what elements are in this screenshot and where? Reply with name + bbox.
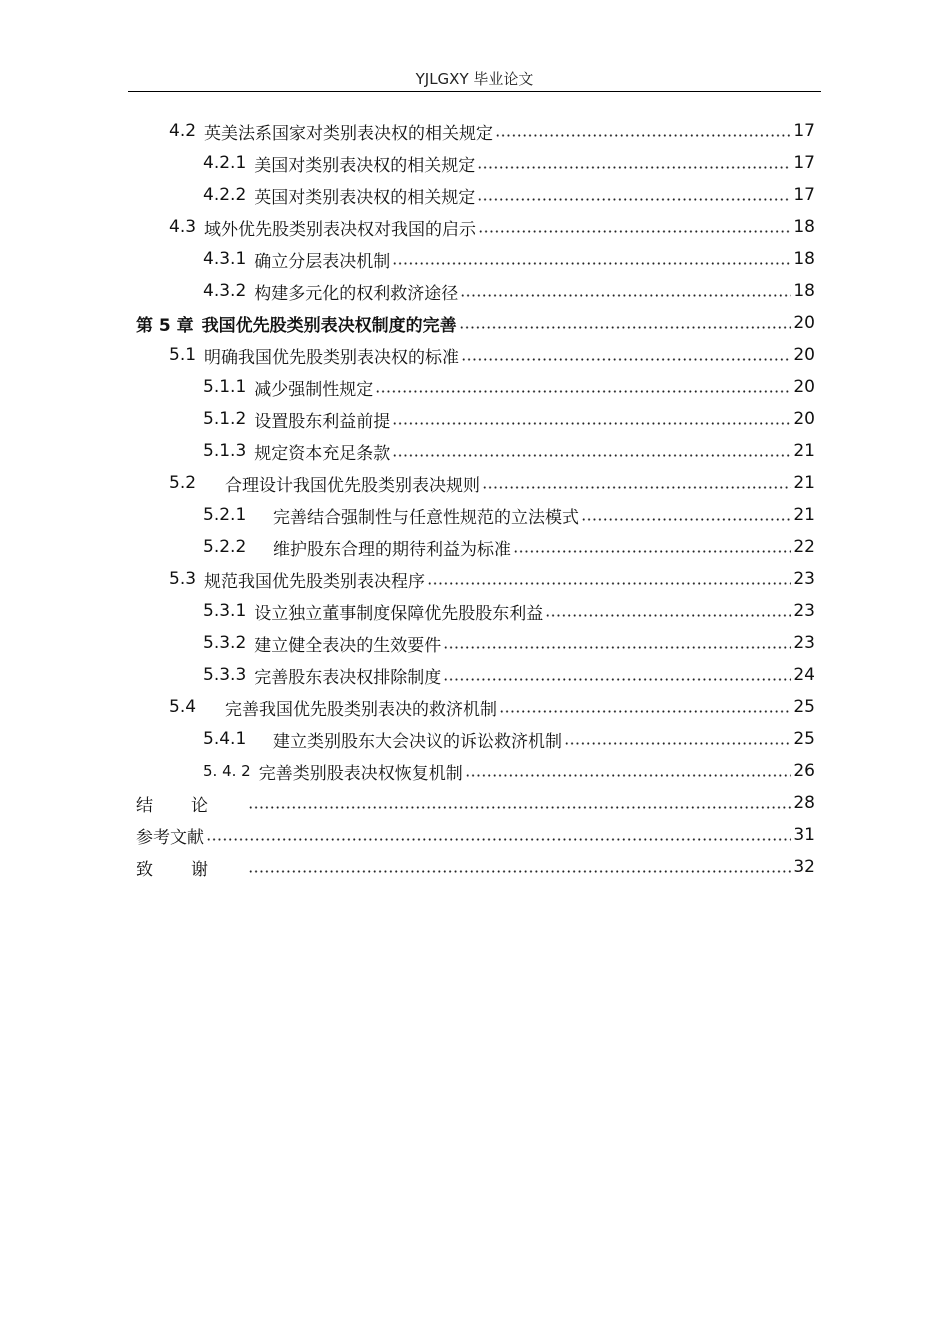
toc-entry-number: 5.1.2 [203, 409, 247, 429]
toc-entry-5-4-1[interactable] [0, 723, 950, 755]
toc-entry-title: 美国对类别表决权的相关规定 [254, 155, 476, 176]
toc-entry-5-1-1[interactable] [0, 371, 950, 403]
toc-entry-page: 20 [793, 377, 815, 397]
dot-leader [581, 518, 791, 521]
toc-entry-title: 完善我国优先股类别表决的救济机制 [225, 699, 497, 720]
dot-leader [206, 838, 791, 841]
toc-entry-title: 英美法系国家对类别表决权的相关规定 [204, 123, 494, 144]
toc-entry-number: 5.1.3 [203, 441, 247, 461]
toc-entry-number: 4.3.1 [203, 249, 247, 269]
toc-entry-5-2-2[interactable] [0, 531, 950, 563]
toc-entry-5-3[interactable] [0, 563, 950, 595]
toc-entry-page: 23 [793, 633, 815, 653]
toc-entry-references[interactable] [0, 819, 950, 851]
dot-leader [513, 550, 791, 553]
toc-entry-5-1-3[interactable] [0, 435, 950, 467]
dot-leader [482, 486, 791, 489]
toc-entry-5-1[interactable] [0, 339, 950, 371]
dot-leader [499, 710, 791, 713]
toc-entry-number: 5.2.2 [203, 537, 247, 557]
toc-entry-conclusion[interactable] [0, 787, 950, 819]
toc-entry-page: 20 [793, 313, 815, 333]
toc-entry-page: 32 [793, 857, 815, 877]
toc-entry-title: 维护股东合理的期待利益为标准 [273, 539, 511, 560]
dot-leader [477, 198, 791, 201]
toc-entry-chapter-5[interactable] [0, 307, 950, 339]
toc-entry-title: 建立类别股东大会决议的诉讼救济机制 [273, 731, 562, 752]
toc-entry-page: 20 [793, 409, 815, 429]
dot-leader [564, 742, 791, 745]
toc-entry-number: 4.3.2 [203, 281, 247, 301]
toc-entry-number: 5.4 [169, 697, 197, 717]
toc-entry-5-3-1[interactable] [0, 595, 950, 627]
toc-entry-title: 构建多元化的权利救济途径 [254, 283, 459, 304]
toc-entry-number: 4.2.1 [203, 153, 247, 173]
toc-entry-title: 设置股东利益前提 [254, 411, 391, 432]
dot-leader [443, 678, 791, 681]
toc-entry-number: 第 5 章 [136, 315, 194, 336]
toc-entry-title: 完善结合强制性与任意性规范的立法模式 [273, 507, 579, 528]
toc-entry-5-2-1[interactable] [0, 499, 950, 531]
toc-entry-number: 5.3 [169, 569, 197, 589]
table-of-contents [0, 115, 950, 883]
toc-entry-title: 确立分层表决机制 [254, 251, 391, 272]
toc-entry-page: 23 [793, 601, 815, 621]
toc-entry-page: 18 [793, 281, 815, 301]
toc-entry-5-2[interactable] [0, 467, 950, 499]
dot-leader [392, 262, 791, 265]
toc-entry-title: 规定资本充足条款 [254, 443, 391, 464]
toc-entry-title: 域外优先股类别表决权对我国的启示 [204, 219, 477, 240]
toc-entry-page: 24 [793, 665, 815, 685]
toc-entry-title: 建立健全表决的生效要件 [254, 635, 442, 656]
toc-entry-page: 25 [793, 697, 815, 717]
dot-leader [248, 870, 791, 873]
toc-entry-title: 合理设计我国优先股类别表决规则 [225, 475, 480, 496]
toc-entry-number: 4.2 [169, 121, 197, 141]
toc-entry-4-3-2[interactable] [0, 275, 950, 307]
dot-leader [459, 326, 791, 329]
toc-entry-page: 25 [793, 729, 815, 749]
toc-entry-number: 5.2.1 [203, 505, 247, 525]
dot-leader [477, 166, 791, 169]
dot-leader [375, 390, 791, 393]
toc-entry-number: 5.3.2 [203, 633, 247, 653]
toc-entry-5-4-2[interactable] [0, 755, 950, 787]
toc-entry-title: 完善类别股表决权恢复机制 [258, 763, 463, 784]
toc-entry-number: 5.2 [169, 473, 197, 493]
toc-entry-number: 4.3 [169, 217, 197, 237]
dot-leader [545, 614, 791, 617]
toc-entry-title: 设立独立董事制度保障优先股股东利益 [254, 603, 544, 624]
dot-leader [443, 646, 791, 649]
toc-entry-page: 23 [793, 569, 815, 589]
toc-entry-number: 5. 4. 2 [203, 762, 251, 780]
toc-entry-page: 21 [793, 441, 815, 461]
header-title: YJLGXY 毕业论文 [415, 70, 534, 88]
toc-entry-title: 致谢 [136, 859, 246, 880]
toc-entry-title: 规范我国优先股类别表决程序 [204, 571, 426, 592]
toc-entry-page: 31 [793, 825, 815, 845]
toc-entry-title: 结论 [136, 795, 246, 816]
toc-entry-4-2-2[interactable] [0, 179, 950, 211]
toc-entry-number: 5.1.1 [203, 377, 247, 397]
toc-entry-4-3[interactable] [0, 211, 950, 243]
toc-entry-page: 21 [793, 505, 815, 525]
toc-entry-title: 参考文献 [136, 827, 204, 848]
toc-entry-title: 我国优先股类别表决权制度的完善 [201, 315, 457, 336]
toc-entry-page: 17 [793, 121, 815, 141]
toc-entry-4-3-1[interactable] [0, 243, 950, 275]
toc-entry-page: 17 [793, 153, 815, 173]
toc-entry-title: 减少强制性规定 [254, 379, 374, 400]
toc-entry-5-3-3[interactable] [0, 659, 950, 691]
dot-leader [427, 582, 791, 585]
toc-entry-page: 26 [793, 761, 815, 781]
toc-entry-page: 22 [793, 537, 815, 557]
dot-leader [461, 358, 791, 361]
dot-leader [465, 774, 791, 777]
dot-leader [392, 422, 791, 425]
toc-entry-title: 完善股东表决权排除制度 [254, 667, 442, 688]
toc-entry-number: 4.2.2 [203, 185, 247, 205]
toc-entry-4-2[interactable] [0, 115, 950, 147]
toc-entry-number: 5.3.1 [203, 601, 247, 621]
toc-entry-4-2-1[interactable] [0, 147, 950, 179]
toc-entry-title: 英国对类别表决权的相关规定 [254, 187, 476, 208]
dot-leader [478, 230, 791, 233]
toc-entry-page: 21 [793, 473, 815, 493]
dot-leader [392, 454, 791, 457]
dot-leader [248, 806, 791, 809]
toc-entry-page: 20 [793, 345, 815, 365]
toc-entry-acknowledgements[interactable] [0, 851, 950, 883]
toc-entry-title: 明确我国优先股类别表决权的标准 [204, 347, 460, 368]
toc-entry-page: 28 [793, 793, 815, 813]
toc-entry-number: 5.1 [169, 345, 197, 365]
toc-entry-number: 5.3.3 [203, 665, 247, 685]
dot-leader [460, 294, 791, 297]
page-header [128, 68, 821, 92]
toc-entry-number: 5.4.1 [203, 729, 247, 749]
toc-entry-page: 18 [793, 249, 815, 269]
toc-entry-5-1-2[interactable] [0, 403, 950, 435]
toc-entry-5-3-2[interactable] [0, 627, 950, 659]
toc-entry-page: 18 [793, 217, 815, 237]
toc-entry-page: 17 [793, 185, 815, 205]
dot-leader [495, 134, 791, 137]
toc-entry-5-4[interactable] [0, 691, 950, 723]
